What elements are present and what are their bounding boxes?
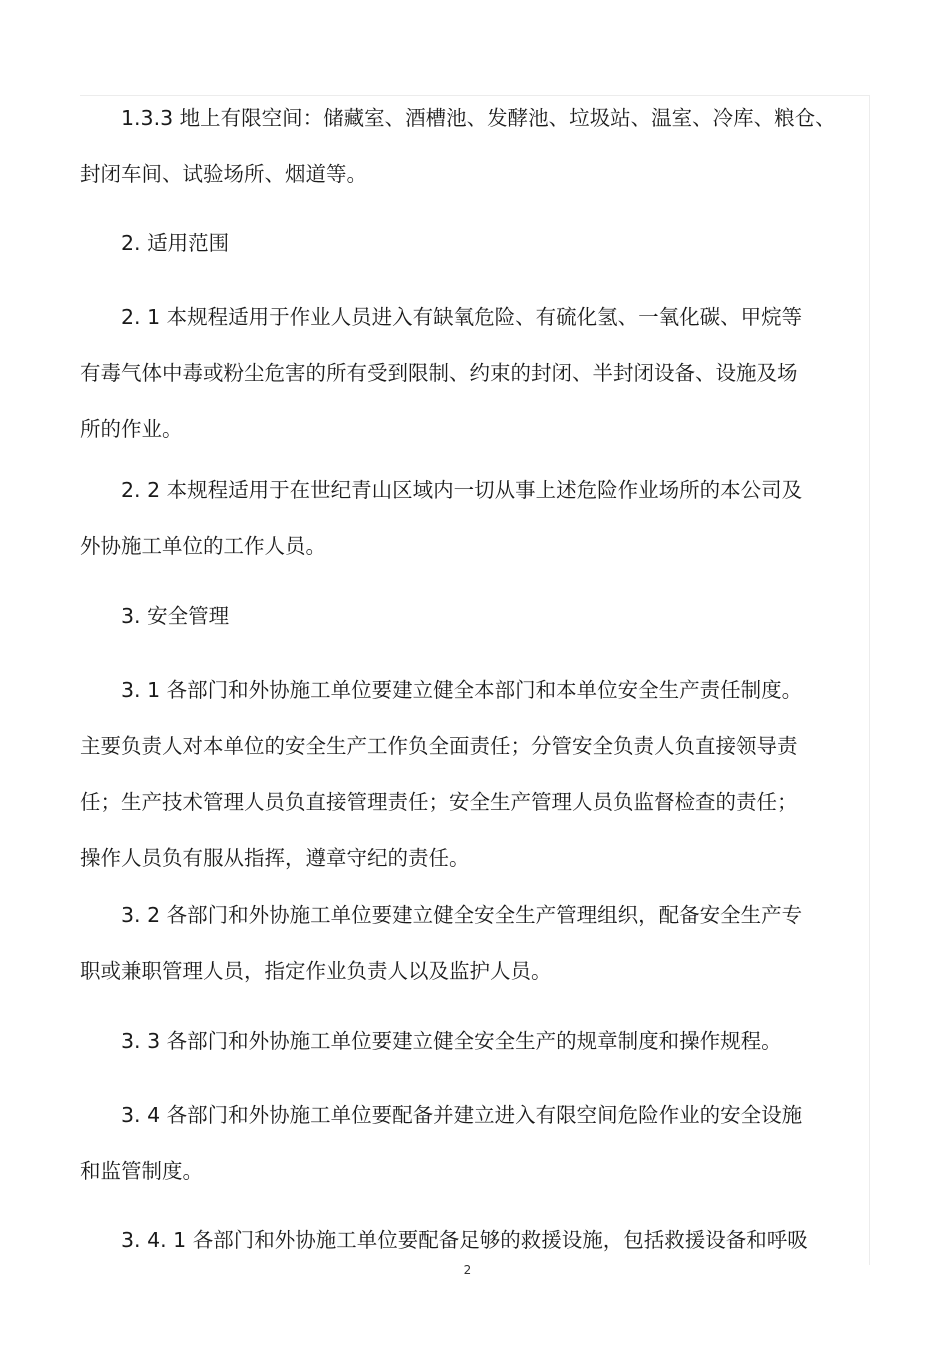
section-heading-3: [80, 588, 870, 644]
paragraph-line: 3. 3 各部门和外协施工单位要建立健全安全生产的规章制度和操作规程。: [121, 1029, 782, 1053]
paragraph-3-3: [80, 1013, 870, 1069]
heading-line: 2. 适用范围: [121, 231, 230, 255]
paragraph-line: 操作人员负有服从指挥，遵章守纪的责任。: [80, 846, 470, 870]
paragraph-line: 有毒气体中毒或粉尘危害的所有受到限制、约束的封闭、半封闭设备、设施及场: [80, 361, 798, 385]
paragraph-line: 2. 1 本规程适用于作业人员进入有缺氧危险、有硫化氢、一氧化碳、甲烷等: [121, 305, 803, 329]
paragraph-line: 封闭车间、试验场所、烟道等。: [80, 162, 367, 186]
paragraph-line: 所的作业。: [80, 417, 183, 441]
paragraph-3-4: [80, 1087, 870, 1199]
heading-line: 3. 安全管理: [121, 604, 230, 628]
paragraph-line: 主要负责人对本单位的安全生产工作负全面责任；分管安全负责人负直接领导责: [80, 734, 798, 758]
paragraph-1-3-3: [80, 90, 870, 202]
paragraph-line: 外协施工单位的工作人员。: [80, 534, 326, 558]
paragraph-line: 职或兼职管理人员，指定作业负责人以及监护人员。: [80, 959, 552, 983]
paragraph-2-1: [80, 289, 870, 457]
paragraph-line: 3. 4 各部门和外协施工单位要配备并建立进入有限空间危险作业的安全设施: [121, 1103, 803, 1127]
page-number: 2: [463, 1263, 472, 1277]
paragraph-line: 1.3.3 地上有限空间：储藏室、酒槽池、发酵池、垃圾站、温室、冷库、粮仓、: [121, 106, 836, 130]
paragraph-line: 2. 2 本规程适用于在世纪青山区域内一切从事上述危险作业场所的本公司及: [121, 478, 803, 502]
paragraph-line: 任；生产技术管理人员负直接管理责任；安全生产管理人员负监督检查的责任；: [80, 790, 798, 814]
paragraph-3-2: [80, 887, 870, 999]
paragraph-2-2: [80, 462, 870, 574]
paragraph-line: 3. 1 各部门和外协施工单位要建立健全本部门和本单位安全生产责任制度。: [121, 678, 803, 702]
paragraph-line: 3. 2 各部门和外协施工单位要建立健全安全生产管理组织，配备安全生产专: [121, 903, 803, 927]
paragraph-3-1: [80, 662, 870, 886]
paragraph-line: 3. 4. 1 各部门和外协施工单位要配备足够的救援设施，包括救援设备和呼吸: [121, 1228, 808, 1252]
paragraph-line: 和监管制度。: [80, 1159, 203, 1183]
paragraph-3-4-1: [80, 1212, 870, 1268]
section-heading-2: [80, 215, 870, 271]
